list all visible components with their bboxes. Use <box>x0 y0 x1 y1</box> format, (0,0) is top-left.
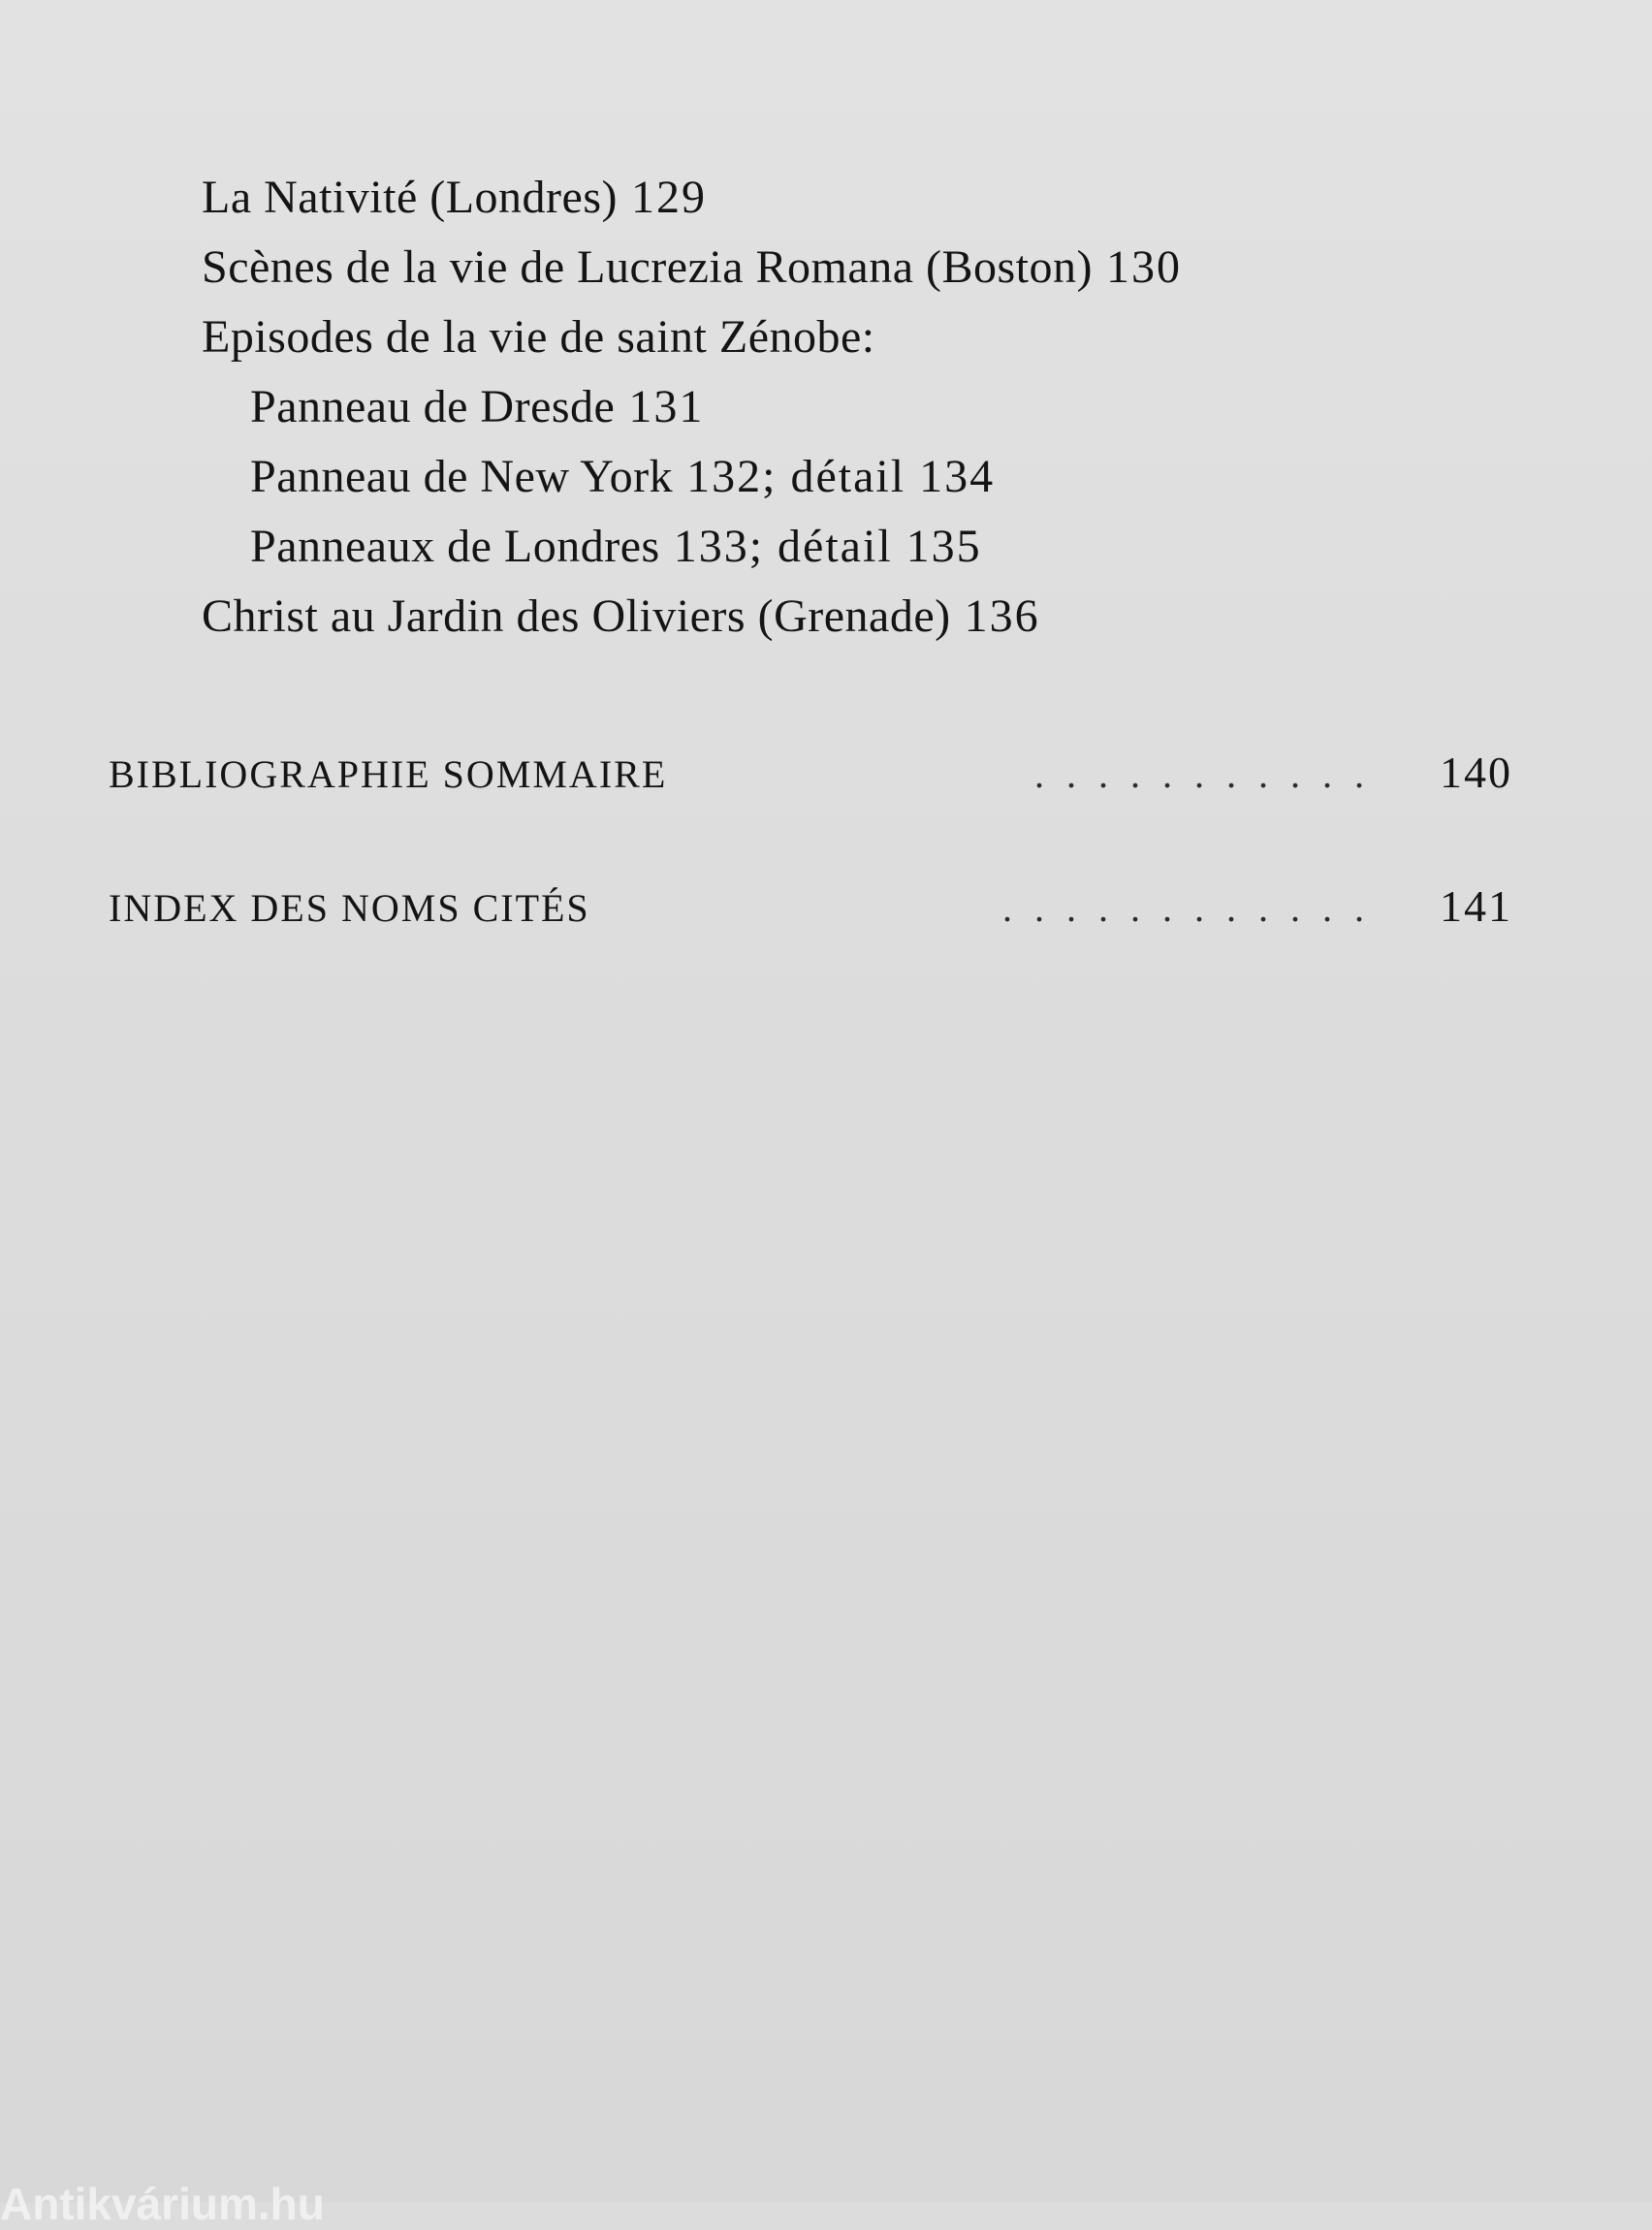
toc-page-number: 141 <box>1440 881 1512 931</box>
plate-title: Christ au Jardin des Oliviers (Grenade) <box>202 590 951 642</box>
watermark-text: Antikvárium.hu <box>0 2179 325 2229</box>
plate-title: Panneau de New York <box>250 451 674 502</box>
plate-entry-dresde <box>202 372 1182 442</box>
plate-page: 132; détail 134 <box>686 451 996 502</box>
toc-page-number: 140 <box>1440 748 1512 797</box>
plate-entry-new-york <box>202 442 1182 512</box>
plate-page: 130 <box>1106 241 1182 293</box>
plate-entry-londres <box>202 512 1182 582</box>
plate-title: Episodes de la vie de saint Zénobe: <box>202 311 875 363</box>
toc-title: BIBLIOGRAPHIE SOMMAIRE <box>109 752 668 796</box>
plate-page: 129 <box>631 172 707 223</box>
plate-title: Scènes de la vie de Lucrezia Romana (Boston) <box>202 241 1093 293</box>
dot-leader: ............ <box>1002 886 1386 930</box>
plate-list <box>202 163 1182 652</box>
toc-entry-index <box>109 880 1512 948</box>
plate-entry-nativite <box>202 163 1182 233</box>
dot-leader: ........... <box>1034 752 1386 796</box>
toc-entry-bibliography <box>109 747 1512 814</box>
plate-page: 133; détail 135 <box>673 521 982 572</box>
plate-entry-zenobe-heading <box>202 303 1182 372</box>
plate-title: Panneau de Dresde <box>250 381 616 432</box>
toc-title: INDEX DES NOMS CITÉS <box>109 886 590 930</box>
plate-entry-christ <box>202 582 1182 652</box>
plate-page: 136 <box>964 590 1040 642</box>
plate-title: Panneaux de Londres <box>250 521 660 572</box>
plate-page: 131 <box>628 381 705 432</box>
plate-entry-lucrezia <box>202 233 1182 303</box>
plate-title: La Nativité (Londres) <box>202 172 618 223</box>
